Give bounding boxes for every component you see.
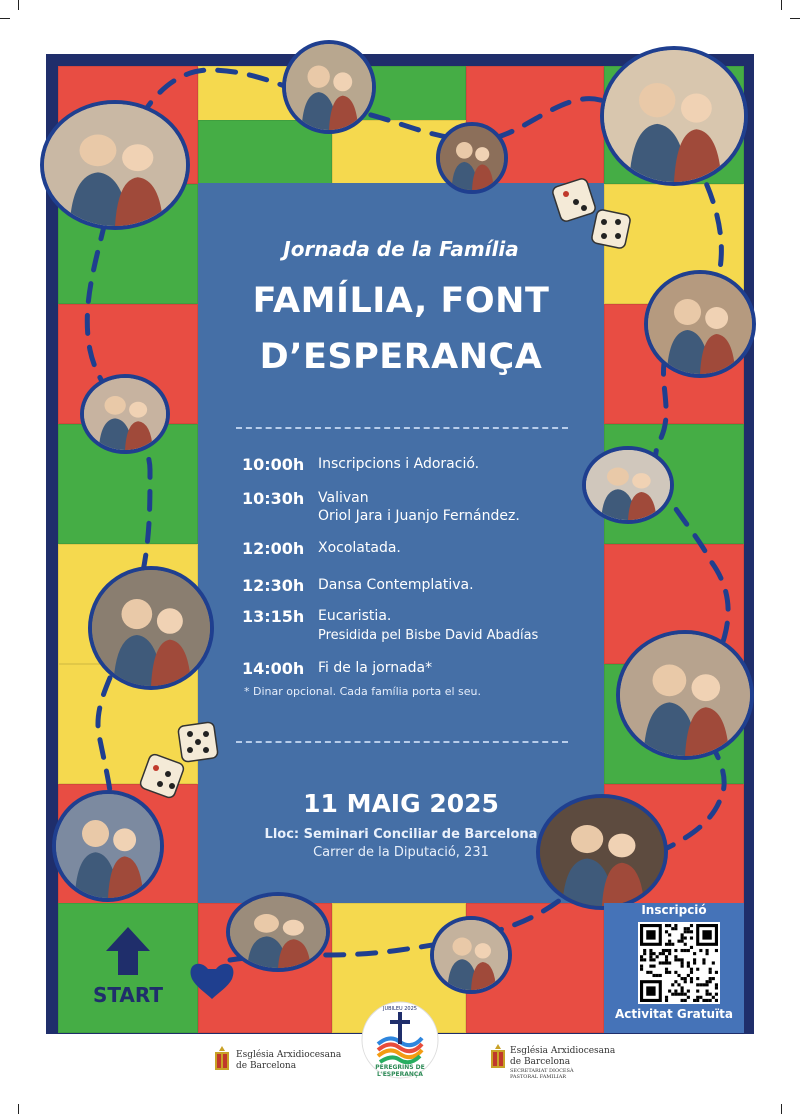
event-place: Lloc: Seminari Conciliar de Barcelona	[264, 827, 538, 842]
logo-text-line4: PASTORAL FAMILIAR	[510, 1074, 567, 1080]
start-cell	[58, 903, 198, 1033]
schedule-desc: Xocolatada.	[318, 540, 401, 556]
family-photo	[80, 374, 170, 454]
jubilee-year: JUBILEU 2025	[383, 1006, 417, 1012]
schedule-time: 12:30h	[242, 576, 305, 595]
person-silhouette-icon	[230, 896, 326, 968]
crop-mark	[0, 18, 10, 19]
family-photo	[40, 100, 190, 230]
family-photo	[226, 892, 330, 972]
qr-code-icon[interactable]	[638, 922, 720, 1004]
crop-mark	[781, 1104, 782, 1114]
family-photo	[644, 270, 756, 378]
person-silhouette-icon	[586, 450, 670, 520]
archdiocese-logo-left	[212, 1040, 342, 1090]
family-photo	[88, 566, 214, 690]
divider	[236, 741, 568, 743]
lunch-note: * Dinar opcional. Cada família porta el seu.	[244, 685, 482, 698]
crop-mark	[790, 18, 800, 19]
person-silhouette-icon	[44, 104, 186, 226]
family-photo	[616, 630, 754, 760]
person-silhouette-icon	[540, 798, 664, 906]
schedule-desc: Dansa Contemplativa.	[318, 577, 474, 593]
person-silhouette-icon	[84, 378, 166, 450]
schedule-desc: Inscripcions i Adoració.	[318, 456, 480, 472]
schedule-sub: Oriol Jara i Juanjo Fernández.	[318, 508, 520, 524]
event-title-line2: D’ESPERANÇA	[259, 337, 543, 377]
free-activity-label: Activitat Gratuïta	[614, 1007, 734, 1021]
person-silhouette-icon	[648, 274, 752, 374]
crop-mark	[18, 0, 19, 10]
schedule-desc: Fi de la jornada*	[318, 660, 433, 676]
family-photo	[52, 790, 164, 902]
person-silhouette-icon	[434, 920, 508, 990]
dice-icon	[138, 752, 188, 802]
jubilee-logo	[360, 1000, 440, 1080]
schedule-sub: Presidida pel Bisbe David Abadías	[318, 628, 539, 643]
person-silhouette-icon	[440, 126, 504, 190]
archdiocese-crest-icon	[488, 1044, 508, 1072]
crop-mark	[18, 1104, 19, 1114]
person-silhouette-icon	[92, 570, 210, 686]
archdiocese-crest-icon	[212, 1046, 232, 1074]
family-photo	[282, 40, 376, 134]
schedule-time: 14:00h	[242, 659, 305, 678]
jubilee-motto: PEREGRINS DE L'ESPERANÇA	[375, 1064, 425, 1078]
signup-cell	[604, 903, 744, 1033]
divider	[236, 427, 568, 429]
arrow-up-icon	[104, 925, 152, 977]
family-photo	[436, 122, 508, 194]
schedule-desc: Valivan	[318, 490, 369, 506]
event-panel	[198, 183, 604, 903]
person-silhouette-icon	[56, 794, 160, 898]
event-date: 11 MAIG 2025	[303, 789, 499, 818]
dice-icon	[590, 208, 636, 252]
person-silhouette-icon	[620, 634, 750, 756]
logo-text-line2: de Barcelona	[510, 1057, 571, 1067]
family-photo	[430, 916, 512, 994]
event-subtitle: Jornada de la Família	[283, 237, 519, 261]
person-silhouette-icon	[286, 44, 372, 130]
start-label: START	[92, 983, 164, 1007]
family-photo	[536, 794, 668, 910]
event-address: Carrer de la Diputació, 231	[313, 845, 489, 860]
signup-label[interactable]: Inscripció	[641, 903, 707, 917]
schedule-time: 13:15h	[242, 607, 305, 626]
person-silhouette-icon	[604, 50, 744, 182]
schedule-time: 10:30h	[242, 489, 305, 508]
family-photo	[600, 46, 748, 186]
logo-text-line2: de Barcelona	[236, 1061, 297, 1071]
schedule-desc: Eucaristia.	[318, 608, 392, 624]
crop-mark	[781, 0, 782, 10]
schedule-time: 12:00h	[242, 539, 305, 558]
event-title-line1: FAMÍLIA, FONT	[252, 281, 550, 321]
schedule-time: 10:00h	[242, 455, 305, 474]
logo-text-line3: SECRETARIAT DIOCESÀ	[510, 1068, 574, 1074]
family-photo	[582, 446, 674, 524]
archdiocese-logo-right	[488, 1040, 628, 1090]
logo-text-line1: Església Arxidiocesana	[236, 1050, 342, 1060]
logo-text-line1: Església Arxidiocesana	[510, 1046, 616, 1056]
